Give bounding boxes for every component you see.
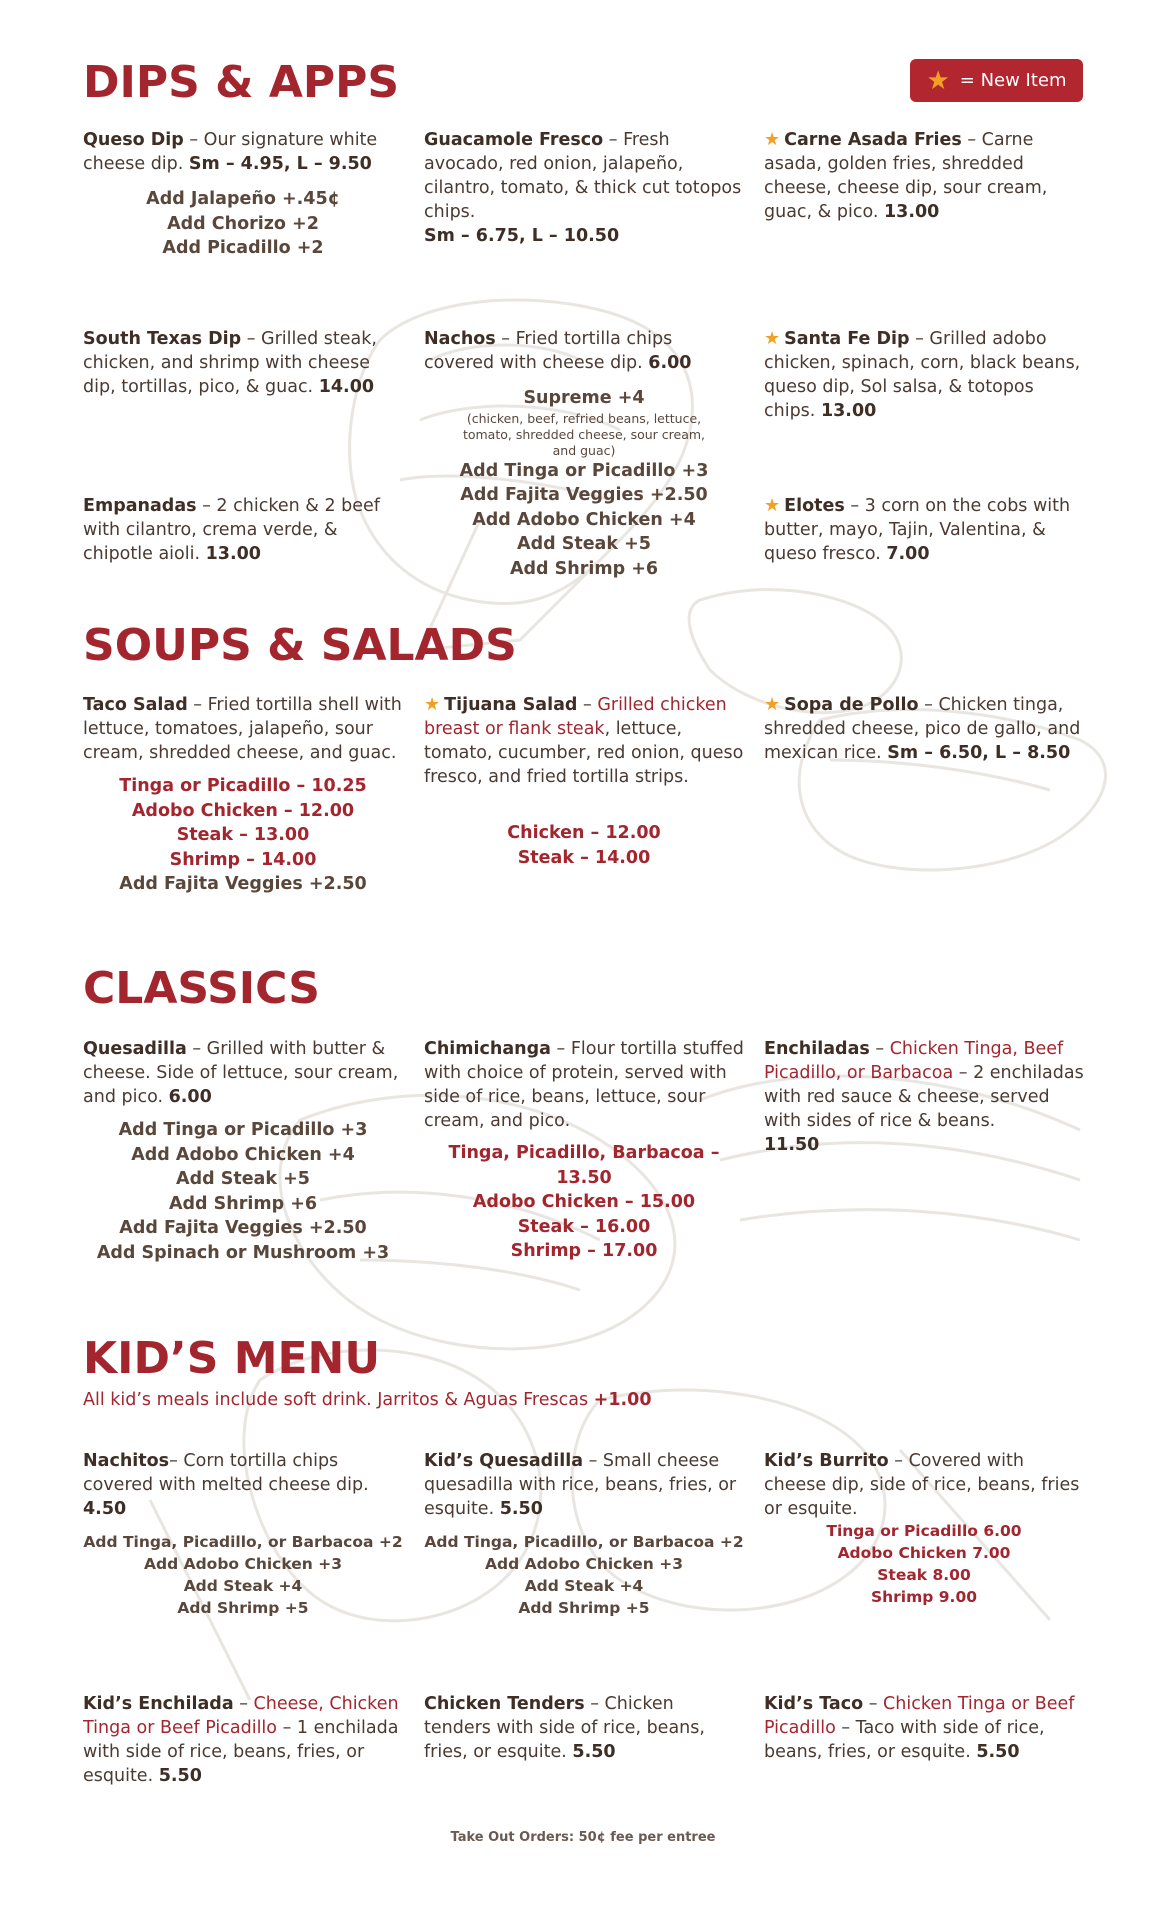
addon: Add Fajita Veggies +2.50 xyxy=(460,485,708,505)
price-option: Tinga or Picadillo – 10.25 xyxy=(119,776,367,796)
star-icon: ★ xyxy=(926,65,950,96)
addon: Add Adobo Chicken +3 xyxy=(144,1555,342,1573)
item-name: Taco Salad xyxy=(83,695,188,715)
item-name: Kid’s Quesadilla xyxy=(424,1451,584,1471)
item-price: 4.50 xyxy=(83,1499,127,1519)
price-option: Adobo Chicken – 15.00 xyxy=(472,1192,696,1212)
item-name: Sopa de Pollo xyxy=(784,695,919,715)
item-desc: – Fried tortilla shell with lettuce, tomatoes, jalapeño, sour cream, shredded cheese, and guac. xyxy=(83,695,402,763)
item-desc: – 3 corn on the cobs with butter, mayo, Tajin, Valentina, & queso fresco. xyxy=(764,496,1071,564)
item-sep: – xyxy=(863,1694,884,1714)
item-kids-taco xyxy=(764,1692,1084,1764)
item-price: 6.00 xyxy=(648,353,692,373)
item-name: Queso Dip xyxy=(83,130,184,150)
item-sep: – xyxy=(233,1694,254,1714)
item-taco-salad xyxy=(83,693,403,765)
price-option: Shrimp – 14.00 xyxy=(169,849,317,870)
item-desc: – Corn tortilla chips covered with melted cheese dip. xyxy=(83,1451,369,1495)
price-option: Steak 8.00 xyxy=(877,1566,971,1584)
item-name: Kid’s Enchilada xyxy=(83,1694,234,1714)
item-empanadas xyxy=(83,494,403,566)
addon: Add Shrimp +6 xyxy=(168,1193,318,1214)
nachitos-addons xyxy=(83,1531,403,1619)
addon: Add Adobo Chicken +4 xyxy=(131,1144,355,1165)
item-desc: – Chicken tinga, shredded cheese, pico de gallo, and mexican rice. xyxy=(764,695,1081,763)
kids-note xyxy=(83,1390,652,1410)
item-elotes xyxy=(764,494,1084,566)
item-desc: – Flour tortilla stuffed with choice of protein, served with side of rice, beans, lettuce, sour cream, and pico. xyxy=(424,1039,744,1131)
item-name: Chimichanga xyxy=(424,1039,551,1059)
item-desc: – Chicken tenders with side of rice, beans, fries, or esquite. xyxy=(424,1694,705,1762)
item-price: 5.50 xyxy=(158,1766,202,1786)
item-name: Nachitos xyxy=(83,1451,170,1471)
item-name: Quesadilla xyxy=(83,1039,187,1059)
item-price: 11.50 xyxy=(764,1135,820,1155)
item-guacamole xyxy=(424,128,744,248)
price-option: Chicken – 12.00 xyxy=(507,823,661,843)
addon: Add Steak +5 xyxy=(517,534,651,554)
item-price: 13.00 xyxy=(884,202,940,222)
star-icon: ★ xyxy=(764,694,781,715)
item-tijuana-salad xyxy=(424,693,744,789)
price-option: Steak – 16.00 xyxy=(517,1216,651,1237)
item-name: Empanadas xyxy=(83,496,197,516)
price-option: Steak – 13.00 xyxy=(176,825,310,845)
item-sep: – xyxy=(577,695,598,715)
chimichanga-options xyxy=(424,1141,744,1264)
item-queso-dip xyxy=(83,128,403,176)
item-name: Enchiladas xyxy=(764,1039,870,1059)
tijuana-salad-options xyxy=(424,821,744,870)
item-desc: – Covered with cheese dip, side of rice, beans, fries or esquite. xyxy=(764,1451,1080,1519)
item-desc: – Grilled adobo chicken, spinach, corn, black beans, queso dip, Sol salsa, & totopos chips. xyxy=(764,329,1081,421)
item-desc: – Our signature white cheese dip. xyxy=(83,130,378,174)
addon: Add Tinga or Picadillo +3 xyxy=(118,1120,368,1140)
addon: Add Shrimp +5 xyxy=(518,1599,650,1617)
queso-addons xyxy=(83,187,403,261)
item-price: Sm – 4.95, L – 9.50 xyxy=(188,154,372,174)
addon: Add Fajita Veggies +2.50 xyxy=(119,1218,367,1238)
item-desc: – 2 enchiladas with red sauce & cheese, served with sides of rice & beans. xyxy=(764,1063,1084,1131)
badge-label: = New Item xyxy=(959,70,1067,91)
addon: Add Shrimp +5 xyxy=(177,1599,309,1617)
item-desc: – Carne asada, golden fries, shredded cheese, cheese dip, sour cream, guac, & pico. xyxy=(764,130,1048,222)
section-title-kids: KID’S MENU xyxy=(83,1333,381,1384)
nachos-addons xyxy=(424,386,744,581)
price-option: Shrimp 9.00 xyxy=(870,1588,978,1606)
kids-burrito-options xyxy=(764,1520,1084,1608)
item-desc: – 2 chicken & 2 beef with cilantro, crema verde, & chipotle aioli. xyxy=(83,496,380,564)
kids-quesadilla-addons xyxy=(424,1531,744,1619)
addon: Add Tinga, Picadillo, or Barbacoa +2 xyxy=(83,1533,403,1551)
item-name: Guacamole Fresco xyxy=(424,130,604,150)
item-price: Sm – 6.75, L – 10.50 xyxy=(424,226,620,246)
kids-note-price: +1.00 xyxy=(593,1390,652,1410)
item-name: Nachos xyxy=(424,329,496,349)
item-sep: – xyxy=(869,1039,890,1059)
section-title-soups: SOUPS & SALADS xyxy=(83,620,517,671)
item-quesadilla xyxy=(83,1037,403,1109)
addon: Add Picadillo +2 xyxy=(162,238,324,258)
item-nachitos xyxy=(83,1449,403,1521)
addon: Add Steak +4 xyxy=(524,1577,644,1595)
item-desc: – Grilled steak, chicken, and shrimp with cheese dip, tortillas, pico, & guac. xyxy=(83,329,377,397)
addon: Add Chorizo +2 xyxy=(167,213,319,234)
quesadilla-addons xyxy=(83,1118,403,1265)
item-desc: – Taco with side of rice, beans, fries, or esquite. xyxy=(764,1718,1045,1762)
item-name: Elotes xyxy=(784,496,845,516)
footer-note: Take Out Orders: 50¢ fee per entree xyxy=(450,1830,716,1845)
item-name: Santa Fe Dip xyxy=(784,329,910,349)
price-option: Adobo Chicken – 12.00 xyxy=(131,800,355,821)
item-desc: – Small cheese quesadilla with rice, beans, fries, or esquite. xyxy=(424,1451,737,1519)
item-nachos xyxy=(424,327,744,375)
item-south-texas-dip xyxy=(83,327,403,399)
item-highlight: Chicken Tinga, Beef Picadillo, or Barbacoa xyxy=(764,1039,1064,1083)
kids-note-text: All kid’s meals include soft drink. Jarritos & Aguas Frescas xyxy=(83,1390,594,1410)
addon: Add Steak +5 xyxy=(176,1169,310,1189)
item-desc: – 1 enchilada with side of rice, beans, fries, or esquite. xyxy=(83,1718,399,1786)
item-desc: – Fried tortilla chips covered with cheese dip. xyxy=(424,329,673,373)
supreme-note: (chicken, beef, refried beans, lettuce, tomato, shredded cheese, sour cream, and guac) xyxy=(462,410,706,458)
price-option: Tinga, Picadillo, Barbacoa – 13.50 xyxy=(448,1143,720,1188)
item-name: South Texas Dip xyxy=(83,329,242,349)
supreme-option: Supreme +4 xyxy=(523,388,645,408)
addon: Add Fajita Veggies +2.50 xyxy=(119,874,367,894)
item-kids-burrito xyxy=(764,1449,1084,1521)
star-icon: ★ xyxy=(764,495,781,516)
item-highlight: Cheese, Chicken Tinga or Beef Picadillo xyxy=(83,1694,399,1738)
addon: Add Tinga, Picadillo, or Barbacoa +2 xyxy=(424,1533,744,1551)
item-desc: – Fresh avocado, red onion, jalapeño, cilantro, tomato, & thick cut totopos chips. xyxy=(424,130,742,222)
price-option: Steak – 14.00 xyxy=(517,847,651,868)
item-highlight: Grilled chicken breast or flank steak xyxy=(424,695,727,739)
item-kids-enchilada xyxy=(83,1692,403,1788)
price-option: Shrimp – 17.00 xyxy=(510,1241,658,1261)
item-desc: – Grilled with butter & cheese. Side of lettuce, sour cream, and pico. xyxy=(83,1039,399,1107)
item-name: Kid’s Taco xyxy=(764,1694,864,1714)
price-option: Tinga or Picadillo 6.00 xyxy=(826,1522,1022,1540)
star-icon: ★ xyxy=(764,129,781,150)
section-title-dips: DIPS & APPS xyxy=(83,57,400,108)
item-carne-asada-fries xyxy=(764,128,1084,224)
item-price: Sm – 6.50, L – 8.50 xyxy=(887,743,1071,763)
item-price: 7.00 xyxy=(886,544,930,564)
item-price: 5.50 xyxy=(976,1742,1020,1762)
item-price: 5.50 xyxy=(572,1742,616,1762)
item-price: 13.00 xyxy=(205,544,261,564)
item-enchiladas xyxy=(764,1037,1084,1157)
item-kids-quesadilla xyxy=(424,1449,744,1521)
item-chicken-tenders xyxy=(424,1692,744,1764)
item-chimichanga xyxy=(424,1037,744,1133)
item-name: Chicken Tenders xyxy=(424,1694,585,1714)
item-price: 13.00 xyxy=(820,401,877,421)
item-highlight: Chicken Tinga or Beef Picadillo xyxy=(764,1694,1075,1738)
addon: Add Jalapeño +.45¢ xyxy=(146,189,340,209)
item-name: Tijuana Salad xyxy=(444,695,578,715)
taco-salad-options xyxy=(83,774,403,897)
addon: Add Steak +4 xyxy=(183,1577,303,1595)
item-santa-fe-dip xyxy=(764,327,1084,423)
addon: Add Tinga or Picadillo +3 xyxy=(459,460,709,481)
item-desc: , lettuce, tomato, cucumber, red onion, queso fresco, and fried tortilla strips. xyxy=(424,719,744,787)
section-title-classics: CLASSICS xyxy=(83,963,320,1014)
addon: Add Spinach or Mushroom +3 xyxy=(96,1242,390,1263)
item-sopa-de-pollo xyxy=(764,693,1084,765)
item-price: 5.50 xyxy=(499,1499,543,1519)
star-icon: ★ xyxy=(424,694,441,715)
addon: Add Adobo Chicken +3 xyxy=(485,1555,683,1573)
item-name: Carne Asada Fries xyxy=(784,130,962,150)
star-icon: ★ xyxy=(764,328,781,349)
item-price: 14.00 xyxy=(318,377,375,397)
addon: Add Shrimp +6 xyxy=(509,558,659,579)
item-name: Kid’s Burrito xyxy=(764,1451,889,1471)
new-item-badge xyxy=(910,59,1083,102)
addon: Add Adobo Chicken +4 xyxy=(472,509,696,530)
price-option: Adobo Chicken 7.00 xyxy=(837,1544,1011,1562)
item-price: 6.00 xyxy=(168,1087,212,1107)
